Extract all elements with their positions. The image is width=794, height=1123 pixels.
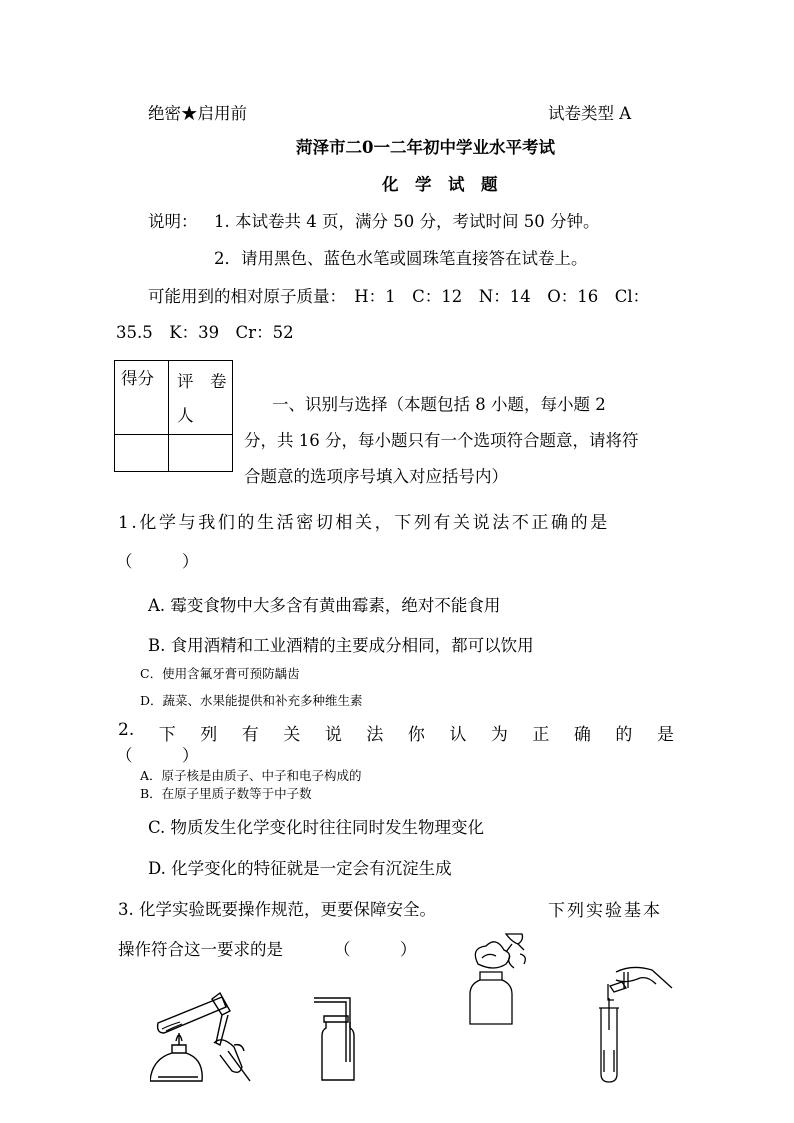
q2-stem-char: 的	[615, 725, 633, 745]
q1-blank[interactable]: （ ）	[116, 552, 199, 571]
instruction-2: 2．请用黑色、蓝色水笔或圆珠笔直接答在试卷上。	[214, 249, 588, 268]
q2-stem-char: 确	[573, 725, 591, 745]
q2-stem-char: 是	[656, 725, 674, 745]
q2-stem-char: 为	[490, 725, 508, 745]
grader-input-cell[interactable]	[169, 435, 233, 472]
q3-blank[interactable]: （ ）	[334, 940, 417, 959]
atomic-masses-line2: 35.5 K：39 Cr：52	[116, 323, 294, 342]
page-title: 菏泽市二0一二年初中学业水平考试	[296, 138, 555, 157]
page-subtitle: 化 学 试 题	[382, 175, 498, 194]
q3-stem-part1: 3. 化学实验既要操作规范，更要保障安全。	[118, 900, 436, 919]
q1-option-a: A. 霉变食物中大多含有黄曲霉素，绝对不能食用	[148, 596, 501, 615]
q1-stem: 1.化学与我们的生活密切相关，下列有关说法不正确的是	[118, 513, 610, 533]
q2-blank[interactable]: （ ）	[116, 746, 199, 765]
q2-option-d: D. 化学变化的特征就是一定会有沉淀生成	[148, 859, 452, 878]
q2-stem	[118, 720, 674, 745]
score-label: 得分	[121, 369, 154, 388]
q1-option-b: B. 食用酒精和工业酒精的主要成分相同，都可以饮用	[148, 636, 534, 655]
paper-type: 试卷类型 A	[548, 104, 632, 123]
score-label-cell	[115, 361, 169, 435]
confidential-mark: 绝密★启用前	[148, 104, 247, 123]
q2-stem-char: 2.	[118, 720, 135, 740]
grader-label: 评 卷	[177, 372, 227, 391]
grader-label-2: 人	[177, 406, 194, 425]
q2-option-b: B．在原子里质子数等于中子数	[140, 786, 312, 801]
q2-stem-char: 认	[449, 725, 467, 745]
gas-bottle-illustration	[312, 992, 360, 1082]
q3-stem-part2: 下列实验基本	[548, 901, 662, 921]
section1-line3: 合题意的选项序号填入对应括号内）	[244, 467, 508, 486]
instructions-label: 说明：	[148, 212, 198, 231]
q2-stem-char: 下	[158, 725, 176, 745]
q2-stem-char: 你	[407, 725, 425, 745]
score-table	[114, 360, 233, 472]
heating-test-tube-illustration	[150, 985, 260, 1083]
atomic-masses-line1: 可能用到的相对原子质量： H：1 C：12 N：14 O：16 Cl：	[148, 287, 650, 306]
q2-stem-char: 列	[200, 725, 218, 745]
q2-stem-char: 关	[283, 725, 301, 745]
grader-label-cell	[169, 361, 233, 435]
q1-option-c: C．使用含氟牙膏可预防龋齿	[140, 666, 300, 681]
score-input-cell[interactable]	[115, 435, 169, 472]
dropper-illustration	[596, 958, 676, 1084]
q2-option-c: C. 物质发生化学变化时往往同时发生物理变化	[148, 818, 485, 837]
q2-option-a: A．原子核是由质子、中子和电子构成的	[140, 768, 362, 783]
smelling-gas-illustration	[466, 928, 536, 1028]
q2-stem-char: 有	[241, 725, 259, 745]
instruction-1: 1. 本试卷共 4 页，满分 50 分，考试时间 50 分钟。	[214, 212, 600, 231]
section1-line2: 分，共 16 分，每小题只有一个选项符合题意，请将符	[244, 431, 639, 450]
q2-stem-char: 法	[366, 725, 384, 745]
q1-option-d: D．蔬菜、水果能提供和补充多种维生素	[140, 693, 363, 708]
section1-line1: 一、识别与选择（本题包括 8 小题，每小题 2	[272, 395, 606, 414]
q2-stem-char: 正	[532, 725, 550, 745]
q3-stem-line2: 操作符合这一要求的是	[118, 940, 283, 959]
q2-stem-char: 说	[324, 725, 342, 745]
